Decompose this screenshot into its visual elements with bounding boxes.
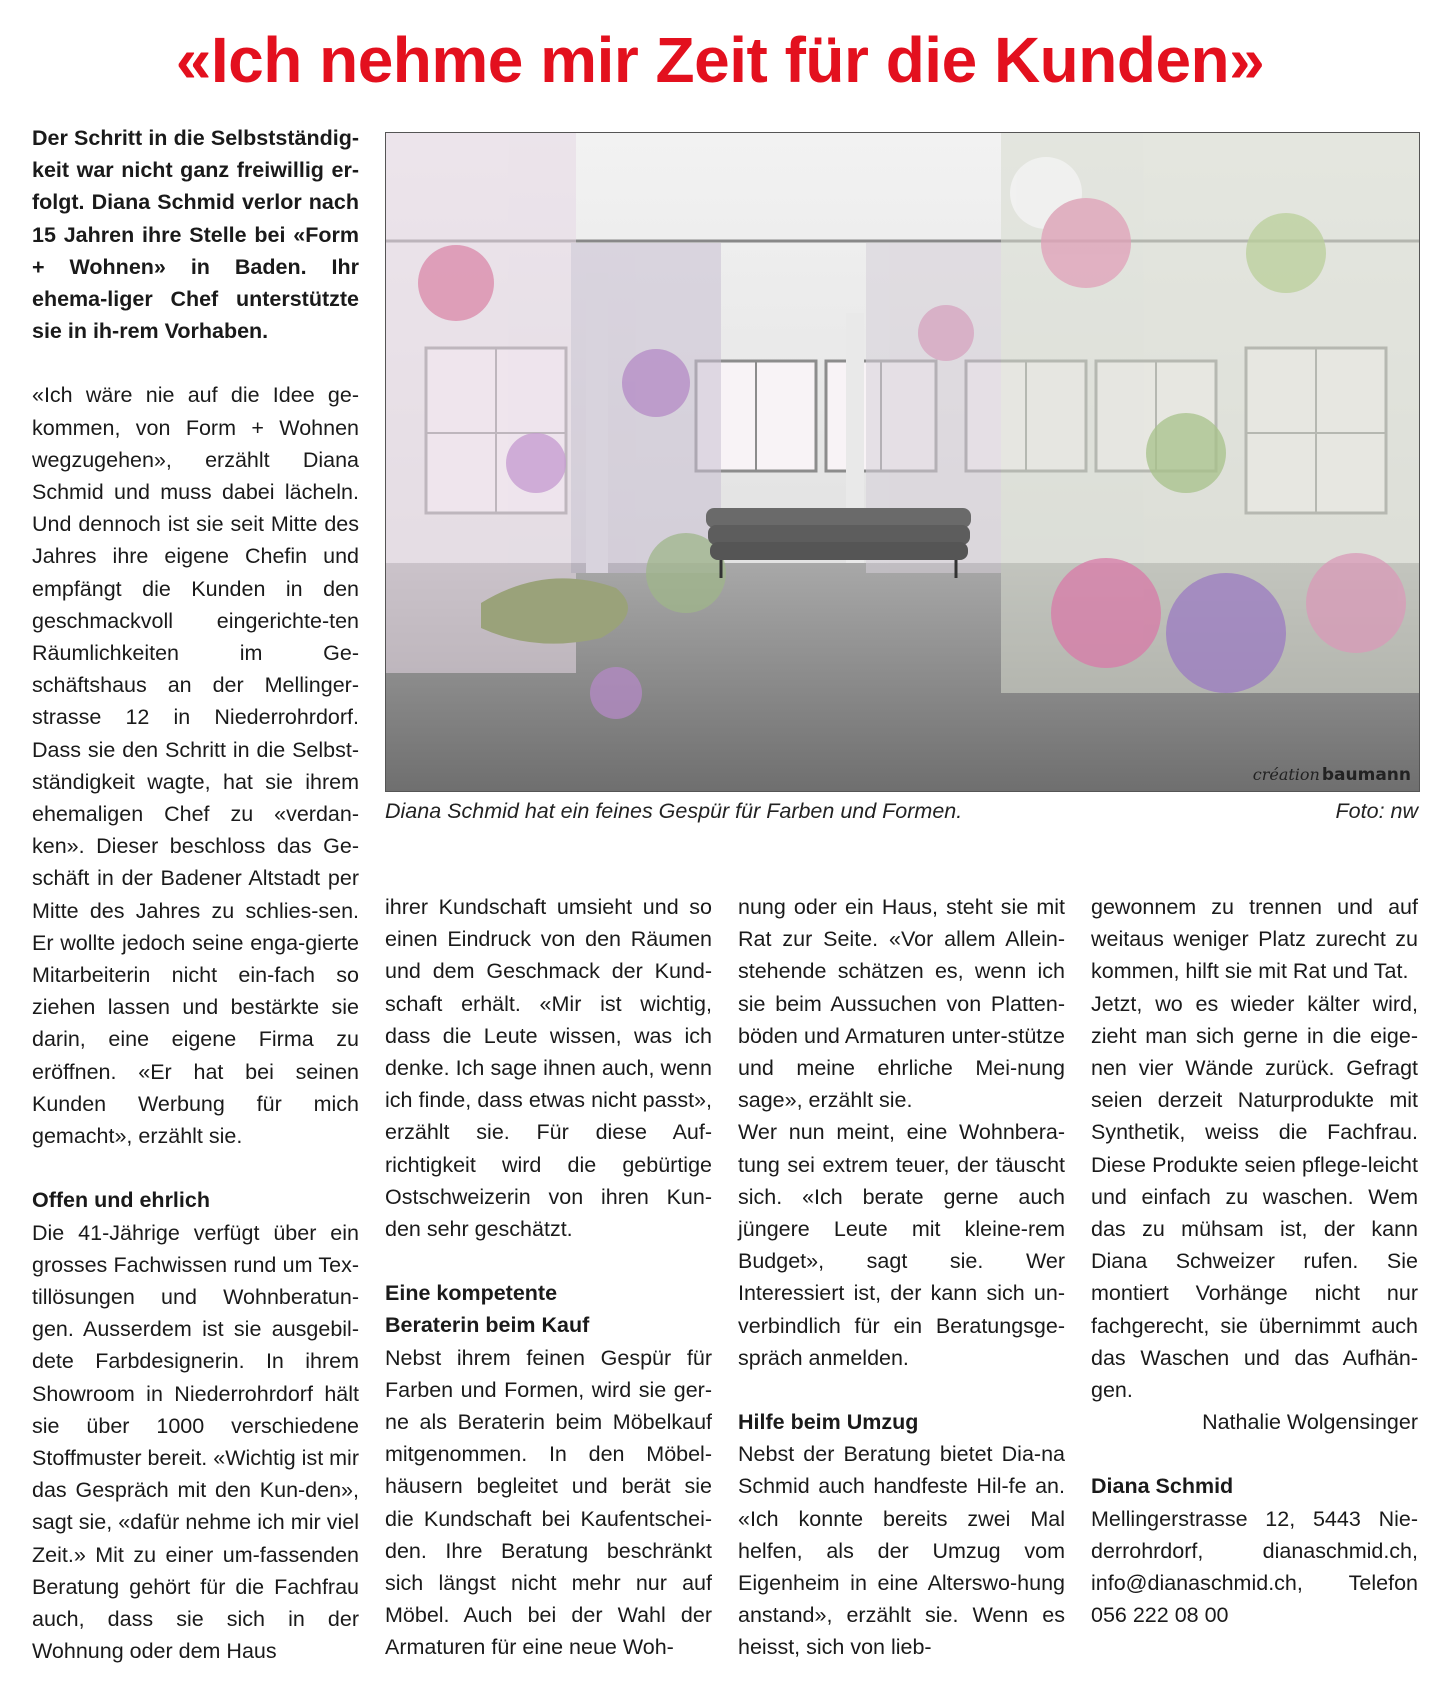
body-paragraph: Nebst ihrem feinen Gespür für Farben und Formen, wird sie ger-ne als Beraterin beim Möbelkauf mitgenommen. In den Möbel-häusern begleitet und berät sie die Kundschaft bei Kaufentschei-den. Ihre Beratung beschränkt sich längst nicht mehr nur auf Möbel. Auch bei der Wahl der Armaturen für eine neue Woh- — [385, 1345, 712, 1660]
contact-details: Mellingerstrasse 12, 5443 Nie-derrohrdorf, dianaschmid.ch, info@dianaschmid.ch, Telefon 056 222 08 00 — [1091, 1506, 1418, 1628]
photo-caption — [385, 796, 1418, 826]
body-paragraph: «Ich wäre nie auf die Idee ge-kommen, von Form + Wohnen wegzugehen», erzählt Diana Schmid und muss dabei lächeln. Und dennoch ist sie seit Mitte des Jahres ihre eigene Chefin und empfängt die Kunden in den geschmackvoll eingerichte-ten Räumlichkeiten im Ge-schäftshaus an der Mellinger-strasse 12 in Niederrohrdorf. Dass sie den Schritt in die Selbst-ständigkeit wagte, hat sie ihrem ehemaligen Chef zu «verdan-ken». Dieser beschloss das Ge-schäft in der Badener Altstadt per Mitte des Jahres zu schlies-sen. Er wollte jedoch seine enga-gierte Mitarbeiterin nicht ein-fach so ziehen lassen und bestärkte sie darin, eine eigene Firma zu eröffnen. «Er hat bei seinen Kunden Werbung für mich gemacht», erzählt sie. — [32, 383, 359, 1149]
subheading: Eine kompetente — [385, 1281, 558, 1306]
caption-text: Diana Schmid hat ein feines Gespür für Farben und Formen. — [385, 799, 963, 823]
subheading: Offen und ehrlich — [32, 1188, 210, 1213]
subheading: Beraterin beim Kauf — [385, 1313, 590, 1338]
photo-credit: Foto: nw — [1335, 799, 1418, 823]
column-4 — [1091, 891, 1418, 1631]
body-paragraph: nung oder ein Haus, steht sie mit Rat zur Seite. «Vor allem Allein-stehende schätzen es, wenn ich sie beim Aussuchen von Platten-böden und Armaturen unter-stütze und meine ehrliche Mei-nung sage», erzählt sie. — [738, 895, 1065, 1113]
column-2 — [385, 891, 712, 1664]
subheading: Hilfe beim Umzug — [738, 1410, 919, 1435]
headline: «Ich nehme mir Zeit für die Kunden» — [175, 24, 1265, 96]
body-paragraph: Die 41-Jährige verfügt über ein grosses Fachwissen rund um Tex-tillösungen und Wohnberatun-gen. Ausserdem ist sie ausgebil-dete Farbdesignerin. In ihrem Showroom in Niederrohrdorf hält sie über 1000 verschiedene Stoffmuster bereit. «Wichtig ist mir das Gespräch mit den Kun-den», sagt sie, «dafür nehme ich mir viel Zeit.» Mit zu einer um-fassenden Beratung gehört für die Fachfrau auch, dass sie sich in der Wohnung oder dem Haus — [32, 1220, 359, 1664]
article-photo — [385, 132, 1420, 792]
column-3 — [738, 891, 1065, 1664]
creation-baumann-logo: création baumann — [1252, 765, 1411, 785]
body-paragraph: gewonnem zu trennen und auf weitaus weniger Platz zurecht zu kommen, hilft sie mit Rat und Tat. — [1091, 895, 1418, 984]
showroom-photo-illustration — [386, 133, 1419, 791]
body-paragraph: Wer nun meint, eine Wohnbera-tung sei extrem teuer, der täuscht sich. «Ich berate gerne auch jüngere Leute mit kleine-rem Budget», sagt sie. Wer Interessiert ist, der kann sich un-verbindlich für ein Beratungsge-spräch anmelden. — [738, 1120, 1065, 1370]
body-paragraph: ihrer Kundschaft umsieht und so einen Eindruck von den Räumen und dem Geschmack der Kund-schaft erhält. «Mir ist wichtig, dass die Leute wissen, was ich denke. Ich sage ihnen auch, wenn ich finde, dass etwas nicht passt», erzählt sie. Für diese Auf-richtigkeit wird die gebürtige Ostschweizerin von ihren Kun-den sehr geschätzt. — [385, 895, 712, 1242]
contact-name: Diana Schmid — [1091, 1474, 1234, 1499]
lead-paragraph: Der Schritt in die Selbstständig-keit war nicht ganz freiwillig er-folgt. Diana Schmid verlor nach 15 Jahren ihre Stelle bei «Form + Wohnen» in Baden. Ihr ehema-liger Chef unterstützte sie in ih-rem Vorhaben. — [32, 126, 359, 344]
column-1 — [32, 122, 359, 1667]
author-byline: Nathalie Wolgensinger — [1202, 1410, 1418, 1435]
body-paragraph: Jetzt, wo es wieder kälter wird, zieht man sich gerne in die eige-nen vier Wände zurück. Gefragt seien derzeit Naturprodukte mit Synthetik, weiss die Fachfrau. Diese Produkte seien pflege-leicht und einfach zu waschen. Wem das zu mühsam ist, der kann Diana Schweizer rufen. Sie montiert Vorhänge nicht nur fachgerecht, sie übernimmt auch das Waschen und das Aufhän-gen. — [1091, 991, 1418, 1403]
body-paragraph: Nebst der Beratung bietet Dia-na Schmid auch handfeste Hil-fe an. «Ich konnte bereits zwei Mal helfen, als der Umzug vom Eigenheim in eine Alterswo-hung anstand», erzählt sie. Wenn es heisst, sich von lieb- — [738, 1442, 1065, 1660]
